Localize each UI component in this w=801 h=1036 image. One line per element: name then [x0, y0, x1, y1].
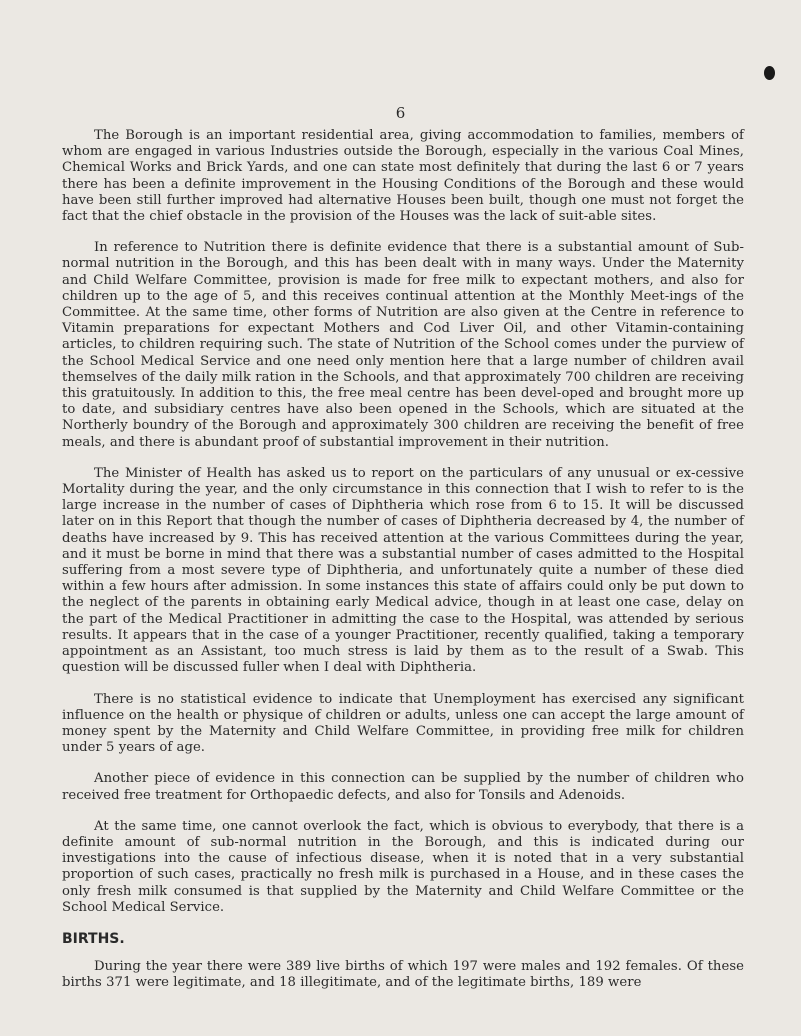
paragraph-housing: The Borough is an important residential area, giving accommodation to families, members of whom are engaged in various Industries outside the Borough, especially in the various Coal Mines, Chemical Works and Brick Yards, and one can state most definitely that during the last 6 or 7 years there has been a definite improvement in the Housing Conditions of the Borough and these would have been still further improved had alternative Houses been built, though one must not forget the fact that the chief obstacle in the provision of the Houses was the lack of suit-able sites.: [62, 128, 744, 225]
page-number: 6: [395, 104, 406, 122]
paragraph-nutrition: In reference to Nutrition there is definite evidence that there is a substantial amount of Sub-normal nutrition in the Borough, and this has been dealt with in many ways. Under the Maternity and Child Welfare Committee, provision is made for free milk to expectant mothers, and also for children up to the age of 5, and this receives continual attention at the Monthly Meet-ings of the Committee. At the same time, other forms of Nutrition are also given at the Centre in reference to Vitamin preparations for expectant Mothers and Cod Liver Oil, and other Vitamin-containing articles, to children requiring such. The state of Nutrition of the School comes under the purview of the School Medical Service and one need only mention here that a large number of children avail themselves of the daily milk ration in the Schools, and that approximately 700 children are receiving this gratuitously. In addition to this, the free meal centre has been devel-oped and brought more up to date, and subsidiary centres have also been opened in the Schools, which are situated at the Northerly boundry of the Borough and approximately 300 children are receiving the benefit of free meals, and there is abundant proof of substantial improvement in their nutrition.: [62, 240, 744, 450]
page-body: [62, 128, 744, 1006]
paragraph-births: During the year there were 389 live births of which 197 were males and 192 females. Of these births 371 were legitimate, and 18 illegitimate, and of the legitimate births, 189 were: [62, 958, 744, 991]
section-heading-births: BIRTHS.: [62, 930, 125, 947]
ink-blot-mark: [764, 66, 775, 80]
paragraph-orthopaedic: Another piece of evidence in this connection can be supplied by the number of children who received free treatment for Orthopaedic defects, and also for Tonsils and Adenoids.: [62, 771, 744, 803]
paragraph-mortality: The Minister of Health has asked us to report on the particulars of any unusual or ex-cessive Mortality during the year, and the only circumstance in this connection that I wish to refer to is the large increase in the number of cases of Diphtheria which rose from 6 to 15. It will be discussed later on in this Report that though the number of cases of Diphtheria decreased by 4, the number of deaths have increased by 9. This has received attention at the various Committees during the year, and it must be borne in mind that there was a substantial number of cases admitted to the Hospital suffering from a most severe type of Diphtheria, and unfortunately quite a number of these died within a few hours after admission. In some instances this state of affairs could only be put down to the neglect of the parents in obtaining early Medical advice, though in at least one case, delay on the part of the Medical Practitioner in admitting the case to the Hospital, was attended by serious results. It appears that in the case of a younger Practitioner, recently qualified, taking a temporary appointment as an Assistant, too much stress is laid by them as to the result of a Swab. This question will be discussed fuller when I deal with Diphtheria.: [62, 465, 744, 676]
paragraph-unemployment: There is no statistical evidence to indicate that Unemployment has exercised any significant influence on the health or physique of children or adults, unless one can accept the large amount of money spent by the Maternity and Child Welfare Committee, in providing free milk for children under 5 years of age.: [62, 691, 744, 756]
paragraph-subnormal-nutrition: At the same time, one cannot overlook the fact, which is obvious to everybody, that there is a definite amount of sub-normal nutrition in the Borough, and this is indicated during our investigations into the cause of infectious disease, when it is noted that in a very substantial proportion of such cases, practically no fresh milk is purchased in a House, and in these cases the only fresh milk consumed is that supplied by the Maternity and Child Welfare Committee or the School Medical Service.: [62, 818, 744, 915]
